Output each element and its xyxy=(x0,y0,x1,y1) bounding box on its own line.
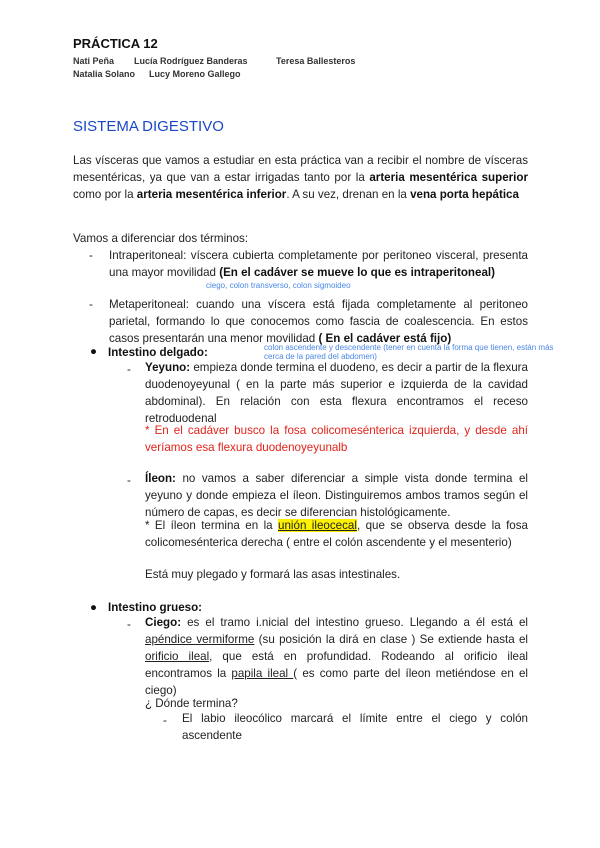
ciego-paragraph: Ciego: es el tramo i.nicial del intestino grueso. Llegando a él está el apéndice vermiforme (su posición la dirá en clase ) Se extiende hasta el orificio ileal, que está en profundidad. Rodeando al orificio ileal encontramos la papila ileal ( es como parte del íleon metiéndose en el ciego) xyxy=(145,616,528,697)
dash-bullet: - xyxy=(163,714,167,727)
metaperitoneal-note: colon ascendente y descendente (tener en cuenta la forma que tienen, están más cerca de la pared del abdomen) xyxy=(264,343,554,361)
ciego-answer: El labio ileocólico marcará el límite entre el ciego y colón ascendente xyxy=(182,712,528,742)
author-name: Nati Peña xyxy=(73,56,115,66)
bullet-dot: ● xyxy=(90,601,98,614)
section-title: SISTEMA DIGESTIVO xyxy=(73,118,224,135)
dash-bullet: - xyxy=(89,249,93,262)
dash-bullet: - xyxy=(89,298,93,311)
dash-bullet: - xyxy=(127,474,131,487)
intro-paragraph: Las vísceras que vamos a estudiar en esta práctica van a recibir el nombre de vísceras mesentéricas, ya que van a estar irrigadas tanto por la arteria mesentérica superior como por la arteria mesentérica inferior. A su vez, drenan en la vena porta hepática xyxy=(73,154,528,201)
ileon-end-note: * El íleon termina en la unión ileocecal, que se observa desde la fosa colicomesénterica derecha ( entre el colón ascendente y el mesenterio) xyxy=(145,519,528,549)
ileon-folds-note: Está muy plegado y formará las asas intestinales. xyxy=(145,568,401,581)
dash-bullet: - xyxy=(127,363,131,376)
author-name: Natalia Solano xyxy=(73,69,136,79)
author-name: Lucía Rodríguez Banderas xyxy=(134,56,248,66)
delgado-heading: Intestino delgado: xyxy=(108,346,208,359)
intraperitoneal-definition: Intraperitoneal: víscera cubierta completamente por peritoneo visceral, presenta una mayor movilidad (En el cadáver se mueve lo que es intraperitoneal) xyxy=(109,249,528,279)
terms-lead: Vamos a diferenciar dos términos: xyxy=(73,232,249,245)
yeyuno-cadaver-note: * En el cadáver busco la fosa colicomesénterica izquierda, y desde ahí veríamos esa flexura duodenoyeyunalb xyxy=(145,424,528,454)
yeyuno-paragraph: Yeyuno: empieza donde termina el duodeno, es decir a partir de la flexura duodenoyeyunal ( en la parte más superior e izquierda de la cavidad abdominal). En relación con esta flexura encontramos el receso retroduodenal xyxy=(145,361,528,425)
metaperitoneal-definition: Metaperitoneal: cuando una víscera está fijada completamente al peritoneo parietal, formando lo que conocemos como fascia de coalescencia. En estos casos presentarán una menor movilidad ( En el cadáver está fijo) xyxy=(109,298,528,345)
bullet-dot: ● xyxy=(90,345,98,358)
ciego-question: ¿ Dónde termina? xyxy=(145,697,238,710)
grueso-heading: Intestino grueso: xyxy=(108,601,203,614)
author-name: Lucy Moreno Gallego xyxy=(149,69,241,79)
ileon-paragraph: Íleon: no vamos a saber diferenciar a simple vista donde termina el yeyuno y donde empieza el íleon. Distinguiremos ambos tramos según el número de capas, es decir se diferencian histológicamente. xyxy=(145,472,528,519)
dash-bullet: - xyxy=(127,618,131,631)
author-name: Teresa Ballesteros xyxy=(276,56,356,66)
intraperitoneal-note: ciego, colon transverso, colon sigmoideo xyxy=(206,281,351,290)
page-title: PRÁCTICA 12 xyxy=(73,36,158,51)
